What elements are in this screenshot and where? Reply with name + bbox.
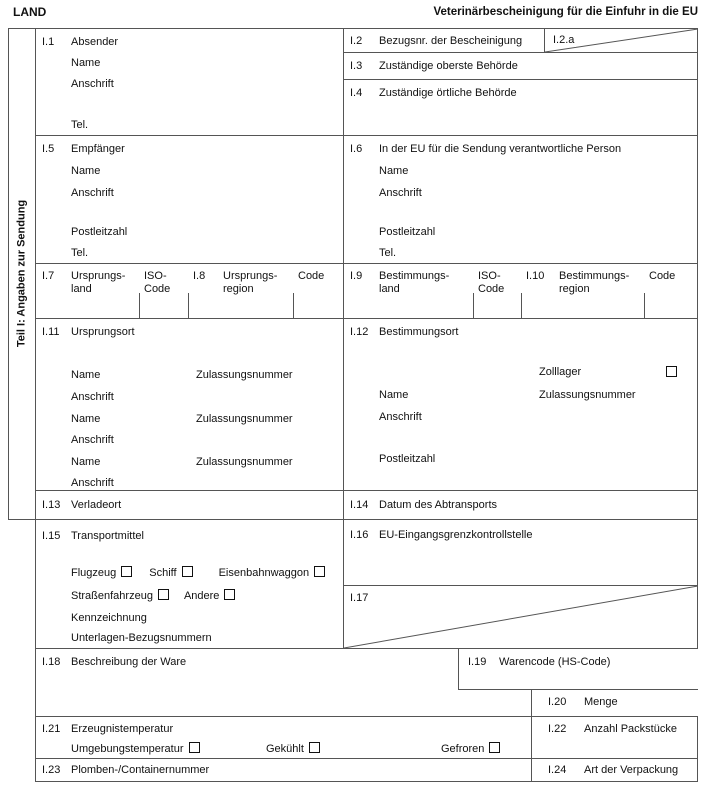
field-i15-means-of-transport xyxy=(35,520,343,648)
i9-i10-column-divider xyxy=(521,293,522,318)
i21-frozen-group xyxy=(441,742,500,756)
i13-number: I.13 xyxy=(42,499,61,511)
field-i13-place-of-loading xyxy=(35,490,343,520)
i11-approval-label-3: Zulassungsnummer xyxy=(196,456,293,468)
i6-number: I.6 xyxy=(350,143,363,155)
i21-frozen-label: Gefroren xyxy=(441,743,485,755)
i8-column-divider xyxy=(293,293,294,318)
i9-label: Bestimmungs- land xyxy=(379,270,450,295)
field-i20-quantity xyxy=(531,690,698,716)
i11-address-label-3: Anschrift xyxy=(71,477,114,489)
field-i4-local-authority xyxy=(343,79,698,135)
part-1-label: Teil I: Angaben zur Sendung xyxy=(15,199,28,348)
i8-number: I.8 xyxy=(193,270,206,282)
i2-label: Bezugsnr. der Bescheinigung xyxy=(379,35,523,47)
i15-other-label: Andere xyxy=(183,590,220,602)
i10-label: Bestimmungs- region xyxy=(559,270,630,295)
i15-transport-row-1 xyxy=(71,566,325,580)
i16-label: EU-Eingangsgrenzkontrollstelle xyxy=(379,529,533,541)
field-i24-type-of-packaging xyxy=(531,758,698,782)
checkbox-flugzeug[interactable] xyxy=(121,566,132,577)
field-i14-departure-date xyxy=(343,490,698,520)
i20-label: Menge xyxy=(584,696,618,708)
i18-number: I.18 xyxy=(42,656,61,668)
i21-label: Erzeugnistemperatur xyxy=(71,723,174,735)
i12-number: I.12 xyxy=(350,326,369,338)
i24-label: Art der Verpackung xyxy=(584,764,679,776)
i7-number: I.7 xyxy=(42,270,55,282)
i7-iso-code-label: ISO- Code xyxy=(144,270,171,295)
i5-tel-label: Tel. xyxy=(71,247,89,259)
i22-number: I.22 xyxy=(548,723,567,735)
field-i11-place-of-origin xyxy=(35,318,343,490)
i15-label: Transportmittel xyxy=(71,530,144,542)
i11-approval-label-1: Zulassungsnummer xyxy=(196,369,293,381)
i11-address-label-1: Anschrift xyxy=(71,391,114,403)
i9-iso-code-label: ISO- Code xyxy=(478,270,505,295)
i2-number: I.2 xyxy=(350,35,363,47)
i23-label: Plomben-/Containernummer xyxy=(71,764,210,776)
i18-label: Beschreibung der Ware xyxy=(71,656,187,668)
i1-name-label: Name xyxy=(71,57,101,69)
i15-road-label: Straßenfahrzeug xyxy=(71,590,153,602)
i16-number: I.16 xyxy=(350,529,369,541)
i11-approval-label-2: Zulassungsnummer xyxy=(196,413,293,425)
checkbox-gekuehlt[interactable] xyxy=(309,742,320,753)
checkbox-andere[interactable] xyxy=(224,589,235,600)
field-i19-commodity-code xyxy=(458,648,698,690)
field-i9-i10-destination-country-region xyxy=(343,263,698,318)
i15-doc-refs-label: Unterlagen-Bezugsnummern xyxy=(71,632,212,644)
i7-label: Ursprungs- land xyxy=(71,270,126,295)
i15-transport-row-2 xyxy=(71,589,235,603)
field-i3-central-authority xyxy=(343,52,698,79)
i3-number: I.3 xyxy=(350,60,363,72)
i4-number: I.4 xyxy=(350,87,363,99)
field-i22-number-of-packages xyxy=(531,716,698,758)
i1-tel-label: Tel. xyxy=(71,119,89,131)
i21-ambient-label: Umgebungstemperatur xyxy=(71,743,184,755)
i8-label: Ursprungs- region xyxy=(223,270,278,295)
i20-number: I.20 xyxy=(548,696,567,708)
checkbox-zolllager[interactable] xyxy=(666,366,677,377)
i13-label: Verladeort xyxy=(71,499,122,511)
field-i6-responsible-person xyxy=(343,135,698,263)
i5-postal-label: Postleitzahl xyxy=(71,226,128,238)
i12-approval-label: Zulassungsnummer xyxy=(539,389,636,401)
i10-column-divider xyxy=(644,293,645,318)
checkbox-strassenfahrzeug[interactable] xyxy=(158,589,169,600)
i11-number: I.11 xyxy=(42,326,60,338)
i15-plane-label: Flugzeug xyxy=(71,567,117,579)
checkbox-schiff[interactable] xyxy=(182,566,193,577)
checkbox-gefroren[interactable] xyxy=(489,742,500,753)
i11-address-label-2: Anschrift xyxy=(71,434,114,446)
i9-column-divider xyxy=(473,293,474,318)
i15-railway-label: Eisenbahnwaggon xyxy=(218,567,310,579)
i6-postal-label: Postleitzahl xyxy=(379,226,436,238)
i21-chilled-group xyxy=(266,742,320,756)
i5-label: Empfänger xyxy=(71,143,125,155)
i1-number: I.1 xyxy=(42,36,55,48)
i15-ship-label: Schiff xyxy=(149,567,177,579)
i5-address-label: Anschrift xyxy=(71,187,114,199)
i24-number: I.24 xyxy=(548,764,567,776)
i12-name-label: Name xyxy=(379,389,409,401)
i10-number: I.10 xyxy=(526,270,545,282)
checkbox-umgebungstemperatur[interactable] xyxy=(189,742,200,753)
i11-name-label-1: Name xyxy=(71,369,101,381)
i3-label: Zuständige oberste Behörde xyxy=(379,60,518,72)
i6-tel-label: Tel. xyxy=(379,247,397,259)
i10-code-label: Code xyxy=(649,270,676,282)
i2a-number: I.2.a xyxy=(553,34,575,46)
field-i2-certificate-ref xyxy=(343,28,544,52)
field-i2a xyxy=(544,28,698,52)
field-i23-seal-container-number xyxy=(35,758,531,782)
i1-label: Absender xyxy=(71,36,119,48)
i19-number: I.19 xyxy=(468,656,487,668)
field-i12-place-of-destination xyxy=(343,318,698,490)
checkbox-eisenbahnwaggon[interactable] xyxy=(314,566,325,577)
field-i17 xyxy=(343,585,698,648)
i15-number: I.15 xyxy=(42,530,61,542)
i23-number: I.23 xyxy=(42,764,61,776)
i14-number: I.14 xyxy=(350,499,369,511)
field-i16-entry-bip xyxy=(343,520,698,585)
i5-name-label: Name xyxy=(71,165,101,177)
i17-number: I.17 xyxy=(350,592,369,604)
i9-number: I.9 xyxy=(350,270,363,282)
i6-name-label: Name xyxy=(379,165,409,177)
i11-label: Ursprungsort xyxy=(71,326,135,338)
i12-postal-label: Postleitzahl xyxy=(379,453,436,465)
i7-column-divider xyxy=(139,293,140,318)
field-i1-consignor xyxy=(35,28,343,135)
i17-diagonal-strike xyxy=(344,586,698,648)
i7-i8-column-divider xyxy=(188,293,189,318)
i21-chilled-label: Gekühlt xyxy=(266,743,304,755)
field-i7-i8-origin-country-region xyxy=(35,263,343,318)
i5-number: I.5 xyxy=(42,143,55,155)
i15-identification-label: Kennzeichnung xyxy=(71,612,147,624)
i8-code-label: Code xyxy=(298,270,325,282)
i6-label: In der EU für die Sendung verantwortliche Person xyxy=(379,143,622,155)
i19-label: Warencode (HS-Code) xyxy=(499,656,611,668)
i11-name-label-3: Name xyxy=(71,456,101,468)
country-label: LAND xyxy=(13,5,47,19)
i4-label: Zuständige örtliche Behörde xyxy=(379,87,517,99)
part-1-sidebar xyxy=(8,28,35,520)
i6-address-label: Anschrift xyxy=(379,187,422,199)
field-i21-product-temperature xyxy=(35,716,531,758)
i14-label: Datum des Abtransports xyxy=(379,499,498,511)
field-i5-consignee xyxy=(35,135,343,263)
i12-customs-warehouse-label: Zolllager xyxy=(539,366,582,378)
i21-number: I.21 xyxy=(42,723,61,735)
i21-ambient-group xyxy=(71,742,200,756)
i12-label: Bestimmungsort xyxy=(379,326,459,338)
i11-name-label-2: Name xyxy=(71,413,101,425)
form-title: Veterinärbescheinigung für die Einfuhr in die EU xyxy=(433,6,698,18)
i1-address-label: Anschrift xyxy=(71,78,114,90)
i12-address-label: Anschrift xyxy=(379,411,422,423)
i22-label: Anzahl Packstücke xyxy=(584,723,677,735)
